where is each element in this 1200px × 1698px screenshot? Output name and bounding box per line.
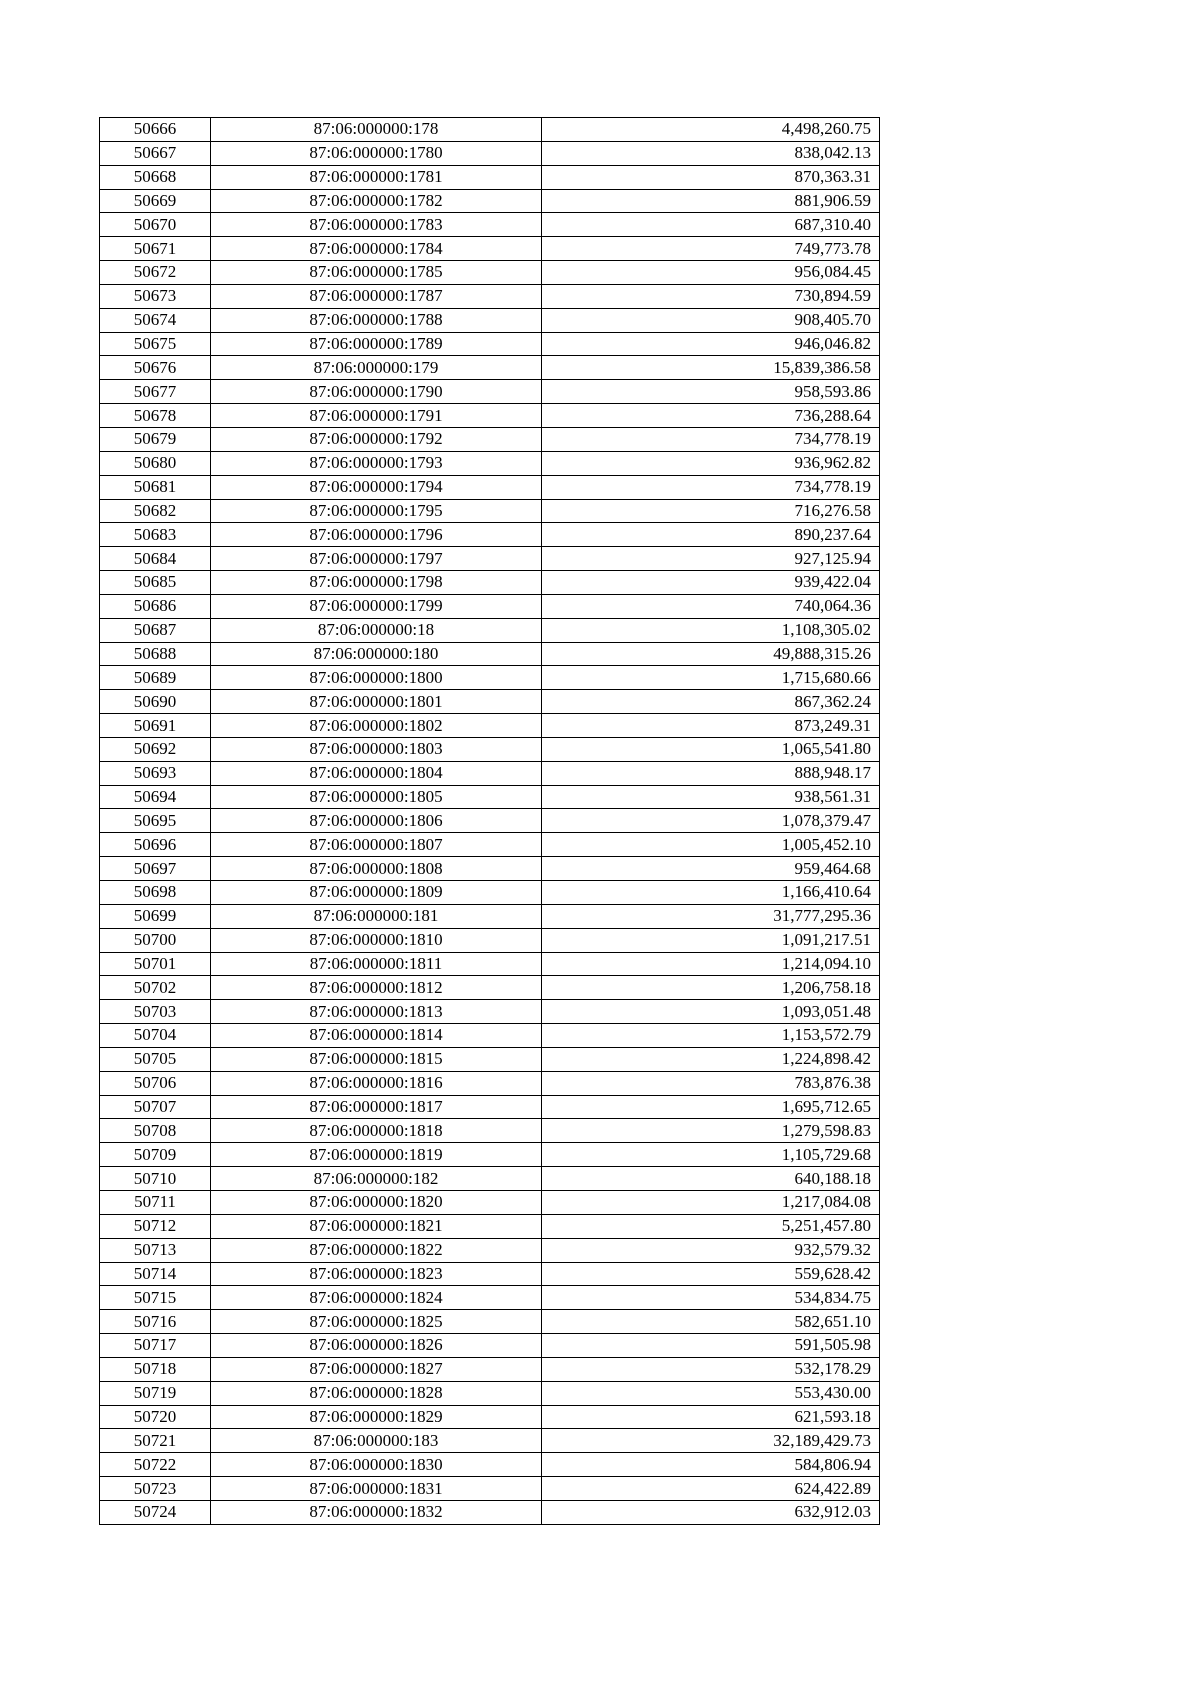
cadastral-number-cell: 87:06:000000:178 <box>211 118 542 142</box>
table-row <box>100 547 880 571</box>
cadastral-number-cell: 87:06:000000:1806 <box>211 809 542 833</box>
table-row <box>100 1453 880 1477</box>
row-number-cell: 50721 <box>100 1429 211 1453</box>
table-row <box>100 1405 880 1429</box>
row-number-cell: 50712 <box>100 1214 211 1238</box>
cadastral-value-cell: 15,839,386.58 <box>542 356 880 380</box>
cadastral-number-cell: 87:06:000000:1789 <box>211 332 542 356</box>
cadastral-value-cell: 1,153,572.79 <box>542 1024 880 1048</box>
table-row <box>100 451 880 475</box>
cadastral-number-cell: 87:06:000000:1805 <box>211 785 542 809</box>
cadastral-number-cell: 87:06:000000:1807 <box>211 833 542 857</box>
row-number-cell: 50671 <box>100 237 211 261</box>
cadastral-value-cell: 1,091,217.51 <box>542 928 880 952</box>
cadastral-value-cell: 867,362.24 <box>542 690 880 714</box>
row-number-cell: 50685 <box>100 571 211 595</box>
cadastral-value-cell: 553,430.00 <box>542 1381 880 1405</box>
cadastral-value-cell: 1,105,729.68 <box>542 1143 880 1167</box>
cadastral-number-cell: 87:06:000000:1799 <box>211 594 542 618</box>
row-number-cell: 50698 <box>100 881 211 905</box>
cadastral-number-cell: 87:06:000000:1784 <box>211 237 542 261</box>
cadastral-number-cell: 87:06:000000:1812 <box>211 976 542 1000</box>
table-row <box>100 833 880 857</box>
row-number-cell: 50718 <box>100 1357 211 1381</box>
cadastral-number-cell: 87:06:000000:1781 <box>211 165 542 189</box>
row-number-cell: 50700 <box>100 928 211 952</box>
row-number-cell: 50672 <box>100 261 211 285</box>
cadastral-value-cell: 534,834.75 <box>542 1286 880 1310</box>
cadastral-value-cell: 1,166,410.64 <box>542 881 880 905</box>
row-number-cell: 50716 <box>100 1310 211 1334</box>
table-row <box>100 1310 880 1334</box>
cadastral-value-cell: 734,778.19 <box>542 427 880 451</box>
table-row <box>100 1119 880 1143</box>
table-row <box>100 1024 880 1048</box>
cadastral-number-cell: 87:06:000000:1823 <box>211 1262 542 1286</box>
row-number-cell: 50688 <box>100 642 211 666</box>
cadastral-value-cell: 4,498,260.75 <box>542 118 880 142</box>
table-row <box>100 1238 880 1262</box>
row-number-cell: 50666 <box>100 118 211 142</box>
row-number-cell: 50710 <box>100 1167 211 1191</box>
table-row <box>100 1357 880 1381</box>
cadastral-number-cell: 87:06:000000:1821 <box>211 1214 542 1238</box>
row-number-cell: 50681 <box>100 475 211 499</box>
table-row <box>100 666 880 690</box>
table-row <box>100 308 880 332</box>
cadastral-value-cell: 749,773.78 <box>542 237 880 261</box>
cadastral-value-cell: 838,042.13 <box>542 141 880 165</box>
table-row <box>100 737 880 761</box>
cadastral-number-cell: 87:06:000000:180 <box>211 642 542 666</box>
cadastral-number-cell: 87:06:000000:1817 <box>211 1095 542 1119</box>
row-number-cell: 50707 <box>100 1095 211 1119</box>
table-row <box>100 1381 880 1405</box>
row-number-cell: 50706 <box>100 1071 211 1095</box>
cadastral-number-cell: 87:06:000000:1808 <box>211 857 542 881</box>
table-row <box>100 618 880 642</box>
cadastral-value-cell: 959,464.68 <box>542 857 880 881</box>
row-number-cell: 50686 <box>100 594 211 618</box>
row-number-cell: 50669 <box>100 189 211 213</box>
cadastral-number-cell: 87:06:000000:1802 <box>211 714 542 738</box>
row-number-cell: 50679 <box>100 427 211 451</box>
cadastral-number-cell: 87:06:000000:1813 <box>211 1000 542 1024</box>
cadastral-number-cell: 87:06:000000:1783 <box>211 213 542 237</box>
table-row <box>100 165 880 189</box>
row-number-cell: 50680 <box>100 451 211 475</box>
cadastral-value-cell: 1,214,094.10 <box>542 952 880 976</box>
cadastral-value-cell: 932,579.32 <box>542 1238 880 1262</box>
cadastral-value-cell: 1,695,712.65 <box>542 1095 880 1119</box>
cadastral-value-cell: 559,628.42 <box>542 1262 880 1286</box>
cadastral-number-cell: 87:06:000000:1830 <box>211 1453 542 1477</box>
cadastral-number-cell: 87:06:000000:183 <box>211 1429 542 1453</box>
cadastral-number-cell: 87:06:000000:1811 <box>211 952 542 976</box>
cadastral-value-table <box>99 117 880 1525</box>
cadastral-number-cell: 87:06:000000:1794 <box>211 475 542 499</box>
cadastral-number-cell: 87:06:000000:1792 <box>211 427 542 451</box>
table-row <box>100 1143 880 1167</box>
cadastral-number-cell: 87:06:000000:1795 <box>211 499 542 523</box>
table-row <box>100 237 880 261</box>
row-number-cell: 50715 <box>100 1286 211 1310</box>
table-row <box>100 571 880 595</box>
cadastral-number-cell: 87:06:000000:1814 <box>211 1024 542 1048</box>
table-row <box>100 1429 880 1453</box>
row-number-cell: 50676 <box>100 356 211 380</box>
row-number-cell: 50677 <box>100 380 211 404</box>
table-row <box>100 594 880 618</box>
row-number-cell: 50668 <box>100 165 211 189</box>
cadastral-value-cell: 908,405.70 <box>542 308 880 332</box>
row-number-cell: 50693 <box>100 761 211 785</box>
cadastral-number-cell: 87:06:000000:1798 <box>211 571 542 595</box>
row-number-cell: 50708 <box>100 1119 211 1143</box>
table-body <box>100 118 880 1525</box>
table-row <box>100 189 880 213</box>
table-row <box>100 427 880 451</box>
cadastral-value-cell: 1,224,898.42 <box>542 1047 880 1071</box>
row-number-cell: 50723 <box>100 1477 211 1501</box>
cadastral-value-cell: 1,093,051.48 <box>542 1000 880 1024</box>
table-row <box>100 499 880 523</box>
table-row <box>100 976 880 1000</box>
cadastral-value-cell: 958,593.86 <box>542 380 880 404</box>
cadastral-value-cell: 734,778.19 <box>542 475 880 499</box>
cadastral-value-cell: 783,876.38 <box>542 1071 880 1095</box>
cadastral-number-cell: 87:06:000000:1787 <box>211 284 542 308</box>
cadastral-value-cell: 31,777,295.36 <box>542 904 880 928</box>
cadastral-value-cell: 881,906.59 <box>542 189 880 213</box>
row-number-cell: 50722 <box>100 1453 211 1477</box>
table-row <box>100 1500 880 1524</box>
cadastral-number-cell: 87:06:000000:1820 <box>211 1190 542 1214</box>
cadastral-value-cell: 584,806.94 <box>542 1453 880 1477</box>
cadastral-number-cell: 87:06:000000:1801 <box>211 690 542 714</box>
row-number-cell: 50711 <box>100 1190 211 1214</box>
cadastral-number-cell: 87:06:000000:1819 <box>211 1143 542 1167</box>
table-row <box>100 642 880 666</box>
row-number-cell: 50683 <box>100 523 211 547</box>
cadastral-number-cell: 87:06:000000:1782 <box>211 189 542 213</box>
cadastral-number-cell: 87:06:000000:1800 <box>211 666 542 690</box>
table-row <box>100 857 880 881</box>
cadastral-value-cell: 32,189,429.73 <box>542 1429 880 1453</box>
table-row <box>100 809 880 833</box>
table-row <box>100 1334 880 1358</box>
cadastral-value-cell: 621,593.18 <box>542 1405 880 1429</box>
cadastral-value-cell: 1,217,084.08 <box>542 1190 880 1214</box>
cadastral-number-cell: 87:06:000000:1826 <box>211 1334 542 1358</box>
cadastral-number-cell: 87:06:000000:1824 <box>211 1286 542 1310</box>
table-row <box>100 261 880 285</box>
cadastral-value-cell: 888,948.17 <box>542 761 880 785</box>
row-number-cell: 50701 <box>100 952 211 976</box>
row-number-cell: 50684 <box>100 547 211 571</box>
cadastral-value-cell: 736,288.64 <box>542 404 880 428</box>
cadastral-value-cell: 532,178.29 <box>542 1357 880 1381</box>
cadastral-number-cell: 87:06:000000:1809 <box>211 881 542 905</box>
cadastral-number-cell: 87:06:000000:182 <box>211 1167 542 1191</box>
table-row <box>100 356 880 380</box>
table-row <box>100 118 880 142</box>
cadastral-number-cell: 87:06:000000:1790 <box>211 380 542 404</box>
cadastral-value-cell: 1,279,598.83 <box>542 1119 880 1143</box>
row-number-cell: 50689 <box>100 666 211 690</box>
table-row <box>100 1286 880 1310</box>
table-row <box>100 881 880 905</box>
cadastral-value-cell: 591,505.98 <box>542 1334 880 1358</box>
table-row <box>100 1167 880 1191</box>
cadastral-number-cell: 87:06:000000:1829 <box>211 1405 542 1429</box>
cadastral-number-cell: 87:06:000000:1832 <box>211 1500 542 1524</box>
cadastral-value-cell: 939,422.04 <box>542 571 880 595</box>
cadastral-value-cell: 1,206,758.18 <box>542 976 880 1000</box>
table-row <box>100 761 880 785</box>
table-row <box>100 332 880 356</box>
table-row <box>100 1000 880 1024</box>
cadastral-number-cell: 87:06:000000:1825 <box>211 1310 542 1334</box>
row-number-cell: 50705 <box>100 1047 211 1071</box>
cadastral-value-cell: 632,912.03 <box>542 1500 880 1524</box>
row-number-cell: 50694 <box>100 785 211 809</box>
cadastral-value-cell: 582,651.10 <box>542 1310 880 1334</box>
table-row <box>100 1477 880 1501</box>
row-number-cell: 50696 <box>100 833 211 857</box>
cadastral-value-cell: 730,894.59 <box>542 284 880 308</box>
cadastral-number-cell: 87:06:000000:1785 <box>211 261 542 285</box>
table-row <box>100 523 880 547</box>
row-number-cell: 50678 <box>100 404 211 428</box>
table-row <box>100 284 880 308</box>
cadastral-number-cell: 87:06:000000:1791 <box>211 404 542 428</box>
table-row <box>100 714 880 738</box>
row-number-cell: 50713 <box>100 1238 211 1262</box>
cadastral-value-cell: 1,078,379.47 <box>542 809 880 833</box>
table-row <box>100 785 880 809</box>
cadastral-value-cell: 687,310.40 <box>542 213 880 237</box>
cadastral-value-cell: 716,276.58 <box>542 499 880 523</box>
row-number-cell: 50695 <box>100 809 211 833</box>
row-number-cell: 50692 <box>100 737 211 761</box>
cadastral-number-cell: 87:06:000000:1831 <box>211 1477 542 1501</box>
row-number-cell: 50682 <box>100 499 211 523</box>
table-row <box>100 1190 880 1214</box>
cadastral-value-cell: 5,251,457.80 <box>542 1214 880 1238</box>
table-row <box>100 1047 880 1071</box>
cadastral-number-cell: 87:06:000000:1822 <box>211 1238 542 1262</box>
cadastral-value-cell: 640,188.18 <box>542 1167 880 1191</box>
row-number-cell: 50675 <box>100 332 211 356</box>
row-number-cell: 50690 <box>100 690 211 714</box>
row-number-cell: 50703 <box>100 1000 211 1024</box>
row-number-cell: 50697 <box>100 857 211 881</box>
row-number-cell: 50674 <box>100 308 211 332</box>
row-number-cell: 50702 <box>100 976 211 1000</box>
row-number-cell: 50667 <box>100 141 211 165</box>
table-row <box>100 1095 880 1119</box>
cadastral-number-cell: 87:06:000000:1816 <box>211 1071 542 1095</box>
cadastral-value-cell: 956,084.45 <box>542 261 880 285</box>
cadastral-number-cell: 87:06:000000:1804 <box>211 761 542 785</box>
cadastral-number-cell: 87:06:000000:1828 <box>211 1381 542 1405</box>
row-number-cell: 50691 <box>100 714 211 738</box>
cadastral-value-cell: 873,249.31 <box>542 714 880 738</box>
cadastral-number-cell: 87:06:000000:1810 <box>211 928 542 952</box>
table-row <box>100 380 880 404</box>
table-row <box>100 690 880 714</box>
row-number-cell: 50714 <box>100 1262 211 1286</box>
table-row <box>100 1262 880 1286</box>
row-number-cell: 50719 <box>100 1381 211 1405</box>
cadastral-number-cell: 87:06:000000:1827 <box>211 1357 542 1381</box>
cadastral-value-cell: 49,888,315.26 <box>542 642 880 666</box>
row-number-cell: 50724 <box>100 1500 211 1524</box>
cadastral-value-cell: 1,065,541.80 <box>542 737 880 761</box>
table-row <box>100 952 880 976</box>
table-row <box>100 904 880 928</box>
cadastral-value-cell: 936,962.82 <box>542 451 880 475</box>
cadastral-value-cell: 740,064.36 <box>542 594 880 618</box>
table-row <box>100 475 880 499</box>
cadastral-value-cell: 938,561.31 <box>542 785 880 809</box>
cadastral-number-cell: 87:06:000000:1796 <box>211 523 542 547</box>
cadastral-value-cell: 1,005,452.10 <box>542 833 880 857</box>
row-number-cell: 50673 <box>100 284 211 308</box>
table-row <box>100 213 880 237</box>
cadastral-number-cell: 87:06:000000:1818 <box>211 1119 542 1143</box>
row-number-cell: 50670 <box>100 213 211 237</box>
table-row <box>100 141 880 165</box>
cadastral-number-cell: 87:06:000000:1793 <box>211 451 542 475</box>
cadastral-number-cell: 87:06:000000:179 <box>211 356 542 380</box>
cadastral-value-cell: 870,363.31 <box>542 165 880 189</box>
row-number-cell: 50720 <box>100 1405 211 1429</box>
table-row <box>100 928 880 952</box>
row-number-cell: 50704 <box>100 1024 211 1048</box>
cadastral-number-cell: 87:06:000000:181 <box>211 904 542 928</box>
cadastral-number-cell: 87:06:000000:1815 <box>211 1047 542 1071</box>
table-row <box>100 404 880 428</box>
cadastral-number-cell: 87:06:000000:1780 <box>211 141 542 165</box>
row-number-cell: 50717 <box>100 1334 211 1358</box>
cadastral-value-cell: 946,046.82 <box>542 332 880 356</box>
cadastral-number-cell: 87:06:000000:18 <box>211 618 542 642</box>
cadastral-value-cell: 624,422.89 <box>542 1477 880 1501</box>
table-row <box>100 1071 880 1095</box>
row-number-cell: 50687 <box>100 618 211 642</box>
cadastral-number-cell: 87:06:000000:1788 <box>211 308 542 332</box>
row-number-cell: 50709 <box>100 1143 211 1167</box>
cadastral-value-cell: 890,237.64 <box>542 523 880 547</box>
row-number-cell: 50699 <box>100 904 211 928</box>
cadastral-value-cell: 1,715,680.66 <box>542 666 880 690</box>
cadastral-value-cell: 1,108,305.02 <box>542 618 880 642</box>
cadastral-number-cell: 87:06:000000:1797 <box>211 547 542 571</box>
cadastral-value-cell: 927,125.94 <box>542 547 880 571</box>
cadastral-number-cell: 87:06:000000:1803 <box>211 737 542 761</box>
table-row <box>100 1214 880 1238</box>
